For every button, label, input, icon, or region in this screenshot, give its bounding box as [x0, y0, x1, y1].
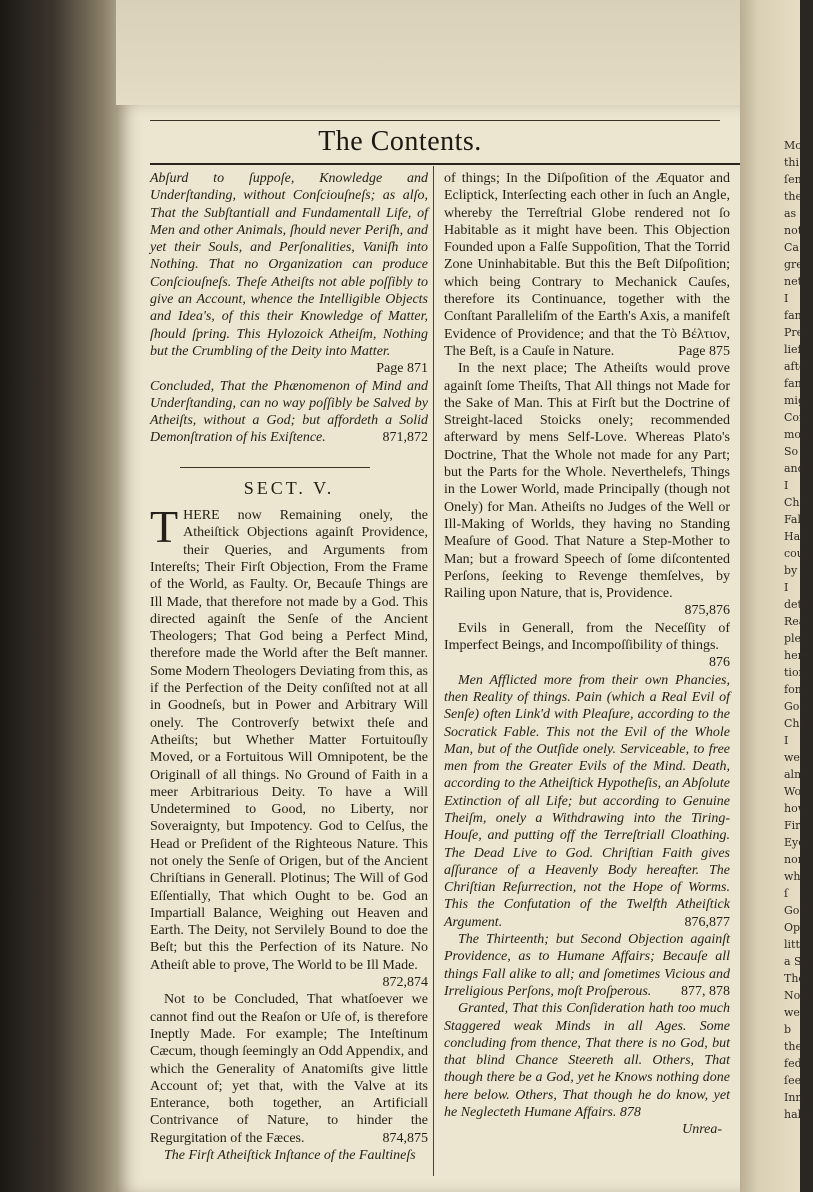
facing-page-fragment: Fal — [784, 513, 801, 526]
facing-page-fragment: Hal — [784, 530, 804, 543]
column-divider — [433, 166, 434, 1176]
facing-page-fragment: gre — [784, 258, 803, 271]
entry-text: In the next place; The Atheiſts would prove againſt ſome Theiſts, That All things not Made for the Sake of Man. This at Firſt but the Doctrine of Streight-laced Stoicks onely; recommended afterward by mens Self-Love. Whereas Plato's Doctrine, That the Whole not made for any Part; but the Parts for the Whole. Neverthelefs, Things in the Lower World, made Principally (though not Onely) for Man. Atheiſts no Judges of the Well or Ill-Making of Worlds, they having no Standing Meaſure of Good. That Nature a Step-Mother to Man; but a froward Speech of ſome diſcontented Perſons, ſeeking to Revenge themſelves, by Railing upon Nature, that is, Providence. — [444, 361, 730, 602]
facing-page-fragment: lief — [784, 343, 802, 356]
facing-page-fragment: as — [784, 207, 797, 220]
facing-page-fragment: and — [784, 462, 805, 475]
facing-page-fragment: not — [784, 224, 803, 237]
facing-page-fragment: I — [784, 292, 789, 305]
facing-page-fragment: plea — [784, 632, 808, 645]
page-ref: 876,877 — [684, 914, 730, 930]
facing-page-fragment: afte — [784, 360, 806, 373]
facing-page-fragment: how — [784, 802, 808, 815]
entry-text: The Thirteenth; but Second Objection againſt Providence, as to Humane Affairs; Becauſe all things Fall alike to all; and ſometimes Vicious and Irreligious Perſons, moſt Proſperous. — [444, 932, 730, 999]
facing-page-fragment: habit — [784, 1108, 813, 1121]
facing-page-fragment: Rea — [784, 615, 806, 628]
facing-page-fragment: I — [784, 581, 789, 594]
facing-page-fragment: the — [784, 190, 803, 203]
contents-entry — [150, 170, 428, 377]
page-ref: 872,874 — [382, 975, 428, 991]
entry-text: Not to be Concluded, That whatſoever we cannot find out the Reaſon or Uſe of, is therefore Ineptly Made. For example; The Inteſtinum Cæcum, though ſeemingly an Odd Appendix, and which the Generality of Anatomiſts give little Account of; yet that, with the Valve at its Enterance, both together, an Artificiall Contrivance of Nature, to hinder the Regurgitation of the Fæces. — [150, 992, 428, 1146]
facing-page-fragment: ſen — [784, 173, 802, 186]
facing-page-fragment: thi — [784, 156, 800, 169]
facing-page-fragment: a Sp — [784, 955, 809, 968]
contents-entry — [444, 672, 730, 931]
facing-page-fragment: the — [784, 1040, 803, 1053]
title-rule — [150, 163, 740, 165]
contents-entry — [444, 620, 730, 671]
facing-page-fragment: fom — [784, 683, 806, 696]
facing-page-fragment: I — [784, 734, 789, 747]
facing-page-fragment: Inm — [784, 1091, 806, 1104]
facing-page-fragment: Non — [784, 989, 808, 1002]
contents-entry — [150, 378, 428, 447]
facing-page-edge — [740, 0, 813, 1192]
facing-page-fragment: Ca — [784, 241, 799, 254]
facing-page-fragment: Wo — [784, 785, 802, 798]
facing-page-fragment: here — [784, 649, 810, 662]
entry-text: Granted, That this Conſideration hath too much Staggered weak Minds in all Ages. Some concluding from thence, That there is no God, but that blind Chance Steereth all. Others, That though there be a God, yet he Knows nothing done here below. Others, That though he do know, yet he Neglecteth Humane Affairs. 878 — [444, 1001, 730, 1121]
contents-entry — [150, 1147, 428, 1164]
facing-page-fragment: Fir — [784, 819, 801, 832]
facing-page-fragment: ſ — [784, 887, 789, 900]
page-ref: 871,872 — [382, 430, 428, 446]
entry-text: HERE now Remaining onely, the Atheiſtick Objections againſt Providence, their Queries, and Arguments from Intereſts; Their Firſt Objection, From the Frame of the World, as Faulty. Or, Becauſe Things are Ill Made, that therefore not made by a God. This directed againſt the Senſe of the Ancient Theologers; That God being a Perfect Mind, therefore made the World after the Beſt manner. Some Modern Theologers Deviating from this, as if the Perfection of the Deity conſiſted not at all in Goodneſs, but in Power and Arbitrary Will onely. The Controverſy betwixt theſe and Atheiſts; but Whether Matter Fortuitouſly Moved, or a Fortuitous Will Omnipotent, be the Originall of all things. No Ground of Faith in a meer Arbitrarious Deity. To have a Will Undetermined to Good, no Liberty, nor Soveraignty, but Impotency. God to Celſus, the Head or Preſident of the Righteous Nature. This not onely the Senſe of Origen, but of the Ancient Chriſtians in Generall. Plotinus; The Will of God Eſſentially, That which Ought to be. God an Impartiall Balance, Weighing out Heaven and Earth. The Deity, not Servilely Bound to doe the Beſt; but this the Perfection of its Nature. No Atheiſt able to prove, The World to be Ill Made. — [150, 508, 428, 973]
page-ref: 876 — [709, 655, 730, 671]
facing-page-fragment: alm — [784, 768, 805, 781]
facing-page-fragment: mig — [784, 394, 805, 407]
facing-page-fragment: dete — [784, 598, 809, 611]
contents-entry — [444, 931, 730, 1000]
entry-text: Concluded, That the Phænomenon of Mind and Underſtanding, can no way poſſibly be Salved by Atheiſts, without a God; but affordeth a Solid Demonſtration of his Exiſtence. — [150, 378, 428, 446]
entry-text: Abſurd to ſuppoſe, Knowledge and Underſtanding, without Conſciouſneſs; as alſo, That the Subſtantiall and Fundamentall Life, of Men and other Animals, ſhould never Periſh, and yet their Souls, and Perſonalities, Vaniſh into Nothing. That no Organization can produce Conſciouſneſs. Theſe Atheiſts not able poſſibly to give an Account, whence the Intelligible Objects and Idea's, of this their Knowledge of Matter, ſhould ſpring. This Hylozoick Atheiſm, Nothing but the Crumbling of the Deity into Matter. — [150, 171, 428, 359]
page-ref: 877, 878 — [681, 983, 730, 999]
facing-page-fragment: Goo — [784, 700, 807, 713]
facing-page-fragment: by — [784, 564, 798, 577]
contents-entry — [444, 1000, 730, 1121]
entry-text: Evils in Generall, from the Neceſſity of Imperfect Beings, and Incompoſſibility of things. — [444, 620, 730, 654]
facing-page-fragment: Tho — [784, 972, 806, 985]
page-ref: 874,875 — [382, 1130, 428, 1146]
contents-entry — [150, 991, 428, 1147]
facing-page-fragment: b — [784, 1023, 792, 1036]
facing-page-fragment: fan — [784, 309, 802, 322]
facing-page-fragment: fed — [784, 1057, 802, 1070]
facing-page-fragment: Opi — [784, 921, 804, 934]
catchword: Unrea- — [682, 1122, 722, 1138]
facing-page-fragment: we — [784, 1006, 800, 1019]
facing-page-fragment: coul — [784, 547, 808, 560]
facing-page-fragment: ſee — [784, 1074, 802, 1087]
facing-page-fragment: God — [784, 904, 807, 917]
contents-entry — [150, 501, 428, 991]
page-ref: Page 871 — [376, 361, 428, 377]
facing-page-fragment: litt — [784, 938, 800, 951]
facing-page-fragment: Cor — [784, 411, 805, 424]
facing-page-fragment: tion — [784, 666, 806, 679]
section-heading: SECT. V. — [243, 477, 335, 498]
contents-entry — [444, 170, 730, 360]
section-rule — [180, 467, 370, 468]
facing-page-fragment: we — [784, 751, 800, 764]
entry-text: The Firſt Atheiſtick Inſtance of the Faultineſs — [164, 1148, 416, 1164]
facing-page-fragment: Mo — [784, 139, 802, 152]
facing-page-fragment: fan — [784, 377, 802, 390]
right-column — [444, 170, 730, 1139]
binding-gutter — [0, 0, 132, 1192]
page-ref: 875,876 — [684, 603, 730, 619]
facing-page-fragment: Chr — [784, 717, 805, 730]
left-column — [150, 170, 428, 1164]
page-ref: Page 875 — [678, 343, 730, 359]
facing-page-fragment: nor — [784, 853, 803, 866]
entry-text: of things; In the Diſpoſition of the Æquator and Ecliptick, Interſecting each other in ſuch an Angle, whereby the Terreſtrial Globe rendered not ſo Habitable as it might have been. This Objection Founded upon a Falſe Suppoſition, That the Torrid Zone Uninhabitable. But this the Beſt Diſpoſition; which being Contrary to Mechanick Cauſes, therefore its Continuance, together with the Conſtant Paralleliſm of the Earth's Axis, a manifeſt Evidence of Providence; and that the Τὸ Βέλτιον, The Beſt, is a Cauſe in Nature. — [444, 171, 730, 359]
facing-page-fragment: Pre — [784, 326, 804, 339]
facing-page-fragment: mol — [784, 428, 805, 441]
top-rule — [150, 120, 720, 121]
entry-text: Men Afflicted more from their own Phancies, then Reality of things. Pain (which a Real Evil of Senſe) often Link'd with Pleaſure, according to the Socratick Fable. This not the Evil of the Whole Man, but of the Outſide onely. Serviceable, to free men from the Greater Evils of the Mind. Death, according to the Atheiſtick Hypotheſis, an Abſolute Extinction of all Life; but according to Genuine Theiſm, onely a Withdrawing into the Tiring-Houſe, and putting off the Terreſtriall Cloathing. The Dead Live to God. Chriſtian Faith gives aſſurance of a Heavenly Body hereafter. The Chriſtian Reſurrection, not the Hope of Worms. This the Confutation of the Twelfth Atheiſtick Argument. — [444, 672, 730, 930]
page-top-margin — [116, 0, 740, 105]
facing-page-fragment: Chr — [784, 496, 805, 509]
facing-page-fragment: net — [784, 275, 803, 288]
facing-page-fragment: Eye — [784, 836, 805, 849]
contents-entry — [444, 360, 730, 619]
facing-page-fragment: wh — [784, 870, 801, 883]
drop-cap: T — [150, 501, 179, 553]
facing-page-fragment: So — [784, 445, 799, 458]
facing-page-fragment: I — [784, 479, 789, 492]
page-title: The Contents. — [318, 126, 482, 157]
